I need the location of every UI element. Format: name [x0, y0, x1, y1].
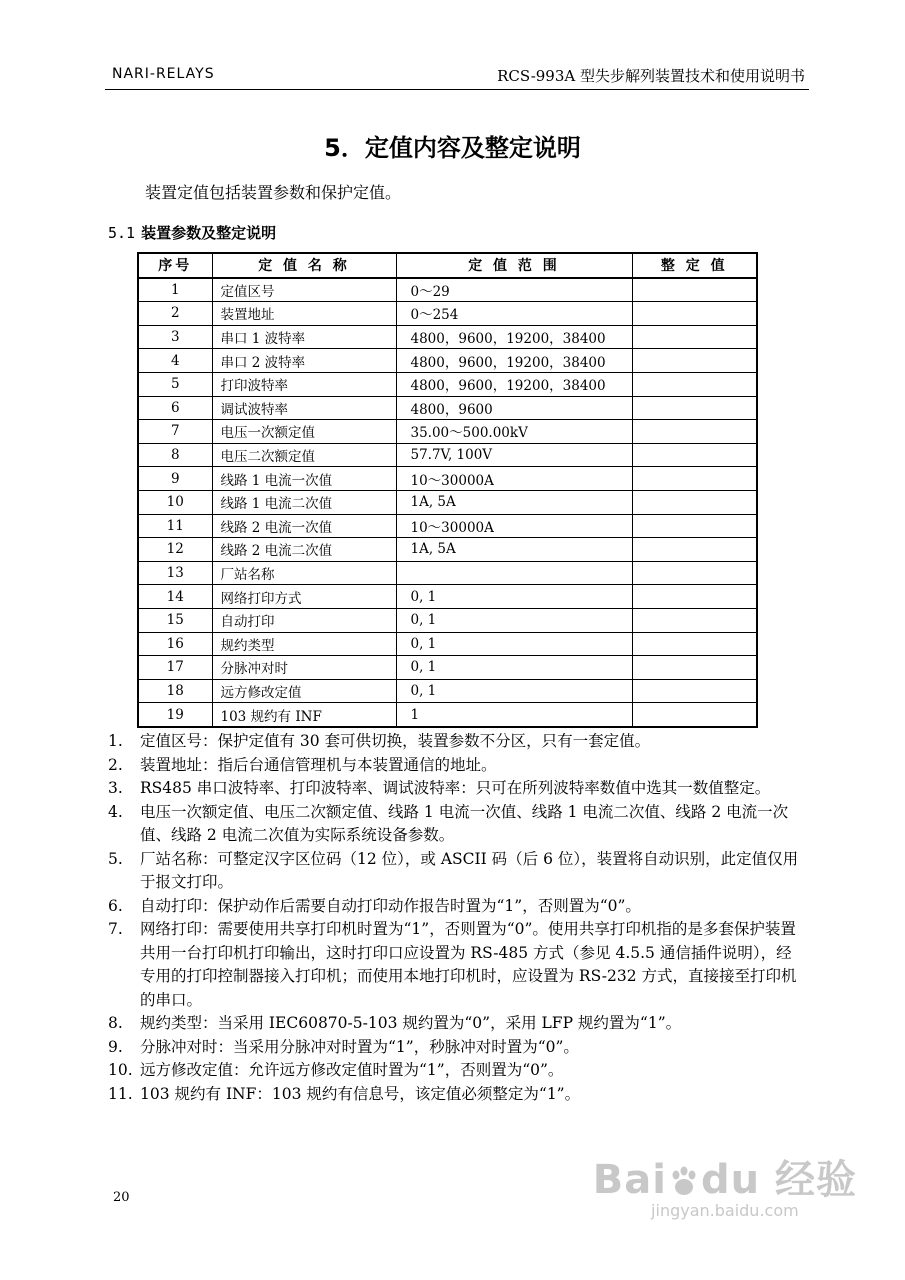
row-setting-range: 4800，9600，19200，38400	[396, 349, 632, 373]
row-setting-range: 0～29	[396, 278, 632, 302]
note-number: 6.	[108, 896, 123, 915]
row-setting-name: 电压一次额定值	[212, 420, 396, 444]
note-number: 9.	[108, 1037, 123, 1056]
header-brand: NARI-RELAYS	[112, 66, 215, 82]
page-number: 20	[113, 1190, 130, 1205]
table-row	[138, 278, 757, 302]
row-setting-range: 1	[396, 703, 632, 727]
note-text: 网络打印：需要使用共享打印机时置为“1”，否则置为“0”。使用共享打印机指的是多套保护装置共用一台打印机打印输出，这时打印口应设置为 RS-485 方式（参见 4.5.5 通信插件说明），经专用的打印控制器接入打印机；而使用本地打印机时，应设置为 RS-232 方式，直接接至打印机的串口。	[140, 920, 797, 1009]
row-setting-range: 0, 1	[396, 585, 632, 609]
note-number: 7.	[108, 920, 123, 938]
row-setting-range: 4800，9600，19200，38400	[396, 372, 632, 396]
row-setting-value	[632, 349, 757, 373]
row-serial: 10	[138, 490, 212, 514]
note-item	[108, 1083, 804, 1107]
header-divider	[105, 89, 809, 90]
note-item	[108, 918, 804, 1012]
table-row	[138, 490, 757, 514]
note-item	[108, 777, 804, 801]
watermark-url: jingyan.baidu.com	[651, 1201, 799, 1220]
note-item	[108, 1059, 804, 1083]
header-setting-value: 整 定 值	[632, 253, 757, 278]
row-serial: 9	[138, 467, 212, 491]
row-setting-range: 1A, 5A	[396, 538, 632, 562]
row-serial: 4	[138, 349, 212, 373]
row-setting-range: 1A, 5A	[396, 490, 632, 514]
row-setting-name: 分脉冲对时	[212, 656, 396, 680]
note-item	[108, 1036, 804, 1060]
row-setting-name: 打印波特率	[212, 372, 396, 396]
section-title-text: 装置参数及整定说明	[141, 224, 277, 242]
row-setting-value	[632, 585, 757, 609]
row-serial: 19	[138, 703, 212, 727]
header-setting-name: 定 值 名 称	[212, 253, 396, 278]
table-row	[138, 538, 757, 562]
row-serial: 8	[138, 443, 212, 467]
note-item	[108, 848, 804, 895]
note-item	[108, 730, 804, 754]
row-serial: 16	[138, 632, 212, 656]
row-setting-name: 定值区号	[212, 278, 396, 302]
row-setting-name: 电压二次额定值	[212, 443, 396, 467]
table-row	[138, 467, 757, 491]
note-number: 10.	[108, 1061, 133, 1079]
header-document-title: RCS-993A 型失步解列装置技术和使用说明书	[497, 67, 805, 85]
note-item	[108, 895, 804, 919]
note-number: 5.	[108, 849, 123, 868]
note-number: 4.	[108, 802, 123, 821]
intro-paragraph: 装置定值包括装置参数和保护定值。	[145, 183, 402, 202]
parameters-table	[137, 252, 758, 728]
table-row	[138, 420, 757, 444]
table-body	[138, 278, 757, 727]
note-text: 远方修改定值：允许远方修改定值时置为“1”，否则置为“0”。	[140, 1061, 564, 1079]
row-serial: 12	[138, 538, 212, 562]
watermark-logo: Bai du 经验	[592, 1157, 857, 1203]
row-setting-name: 线路 1 电流二次值	[212, 490, 396, 514]
table-row	[138, 608, 757, 632]
table-row	[138, 514, 757, 538]
row-setting-range: 35.00～500.00kV	[396, 420, 632, 444]
row-setting-name: 自动打印	[212, 608, 396, 632]
row-serial: 2	[138, 302, 212, 326]
table-row	[138, 585, 757, 609]
row-setting-range: 0, 1	[396, 632, 632, 656]
table-row	[138, 632, 757, 656]
baidu-jingyan-watermark	[593, 1148, 857, 1220]
row-serial: 1	[138, 278, 212, 302]
row-serial: 6	[138, 396, 212, 420]
row-serial: 14	[138, 585, 212, 609]
table-row	[138, 302, 757, 326]
table-row	[138, 443, 757, 467]
row-setting-range: 4800，9600	[396, 396, 632, 420]
note-item	[108, 1012, 804, 1036]
row-setting-value	[632, 514, 757, 538]
row-setting-name: 装置地址	[212, 302, 396, 326]
row-setting-value	[632, 420, 757, 444]
row-setting-value	[632, 679, 757, 703]
row-setting-name: 规约类型	[212, 632, 396, 656]
note-text: 规约类型：当采用 IEC60870-5-103 规约置为“0”，采用 LFP 规约置为“1”。	[140, 1014, 682, 1032]
header-serial: 序号	[138, 253, 212, 278]
chapter-title: 5．定值内容及整定说明	[324, 134, 581, 162]
row-setting-range: 10～30000A	[396, 467, 632, 491]
row-setting-name: 网络打印方式	[212, 585, 396, 609]
note-text: 自动打印：保护动作后需要自动打印动作报告时置为“1”，否则置为“0”。	[140, 896, 641, 915]
table-row	[138, 396, 757, 420]
row-setting-value	[632, 325, 757, 349]
table-header-row	[138, 253, 757, 278]
row-serial: 5	[138, 372, 212, 396]
note-text: 厂站名称：可整定汉字区位码（12 位），或 ASCII 码（后 6 位），装置将自动识别，此定值仅用于报文打印。	[140, 849, 799, 891]
row-setting-value	[632, 608, 757, 632]
note-item	[108, 754, 804, 778]
row-serial: 7	[138, 420, 212, 444]
table-row	[138, 349, 757, 373]
row-setting-value	[632, 278, 757, 302]
row-setting-name: 厂站名称	[212, 561, 396, 585]
note-text: 分脉冲对时：当采用分脉冲对时置为“1”，秒脉冲对时置为“0”。	[140, 1037, 579, 1056]
note-text: 装置地址：指后台通信管理机与本装置通信的地址。	[140, 755, 497, 774]
row-setting-value	[632, 372, 757, 396]
row-serial: 13	[138, 561, 212, 585]
note-text: 103 规约有 INF：103 规约有信息号，该定值必须整定为“1”。	[140, 1084, 581, 1103]
note-number: 8.	[108, 1014, 123, 1032]
section-number: 5.1	[108, 224, 136, 242]
row-serial: 11	[138, 514, 212, 538]
note-text: 电压一次额定值、电压二次额定值、线路 1 电流一次值、线路 1 电流二次值、线路 2 电流一次值、线路 2 电流二次值为实际系统设备参数。	[140, 802, 789, 844]
row-setting-name: 串口 1 波特率	[212, 325, 396, 349]
row-setting-name: 调试波特率	[212, 396, 396, 420]
row-setting-name: 线路 1 电流一次值	[212, 467, 396, 491]
row-setting-value	[632, 396, 757, 420]
row-setting-range: 0, 1	[396, 656, 632, 680]
row-setting-value	[632, 561, 757, 585]
row-setting-range: 0, 1	[396, 608, 632, 632]
row-setting-range: 10～30000A	[396, 514, 632, 538]
note-text: 定值区号：保护定值有 30 套可供切换，装置参数不分区，只有一套定值。	[140, 732, 651, 750]
note-item	[108, 801, 804, 848]
row-setting-value	[632, 656, 757, 680]
row-serial: 15	[138, 608, 212, 632]
row-setting-name: 线路 2 电流一次值	[212, 514, 396, 538]
row-setting-value	[632, 443, 757, 467]
header-setting-range: 定 值 范 围	[396, 253, 632, 278]
table-row	[138, 679, 757, 703]
note-text: RS485 串口波特率、打印波特率、调试波特率：只可在所列波特率数值中选其一数值整定。	[140, 779, 771, 797]
table-row	[138, 703, 757, 727]
note-number: 11.	[108, 1084, 133, 1103]
table-row	[138, 656, 757, 680]
row-setting-range: 0～254	[396, 302, 632, 326]
row-serial: 18	[138, 679, 212, 703]
row-setting-value	[632, 302, 757, 326]
row-serial: 17	[138, 656, 212, 680]
row-setting-name: 串口 2 波特率	[212, 349, 396, 373]
row-setting-value	[632, 467, 757, 491]
table-row	[138, 325, 757, 349]
row-setting-name: 线路 2 电流二次值	[212, 538, 396, 562]
paw-icon	[669, 1166, 699, 1198]
row-setting-value	[632, 703, 757, 727]
row-setting-value	[632, 490, 757, 514]
row-setting-range	[396, 561, 632, 585]
notes-list	[108, 730, 804, 1106]
row-setting-name: 远方修改定值	[212, 679, 396, 703]
note-number: 1.	[108, 732, 123, 750]
row-setting-range: 0, 1	[396, 679, 632, 703]
row-setting-value	[632, 538, 757, 562]
table-row	[138, 561, 757, 585]
row-setting-value	[632, 632, 757, 656]
row-setting-range: 4800，9600，19200，38400	[396, 325, 632, 349]
note-number: 2.	[108, 755, 123, 774]
note-number: 3.	[108, 779, 123, 797]
row-serial: 3	[138, 325, 212, 349]
row-setting-range: 57.7V, 100V	[396, 443, 632, 467]
section-heading	[108, 222, 276, 243]
table-row	[138, 372, 757, 396]
row-setting-name: 103 规约有 INF	[212, 703, 396, 727]
